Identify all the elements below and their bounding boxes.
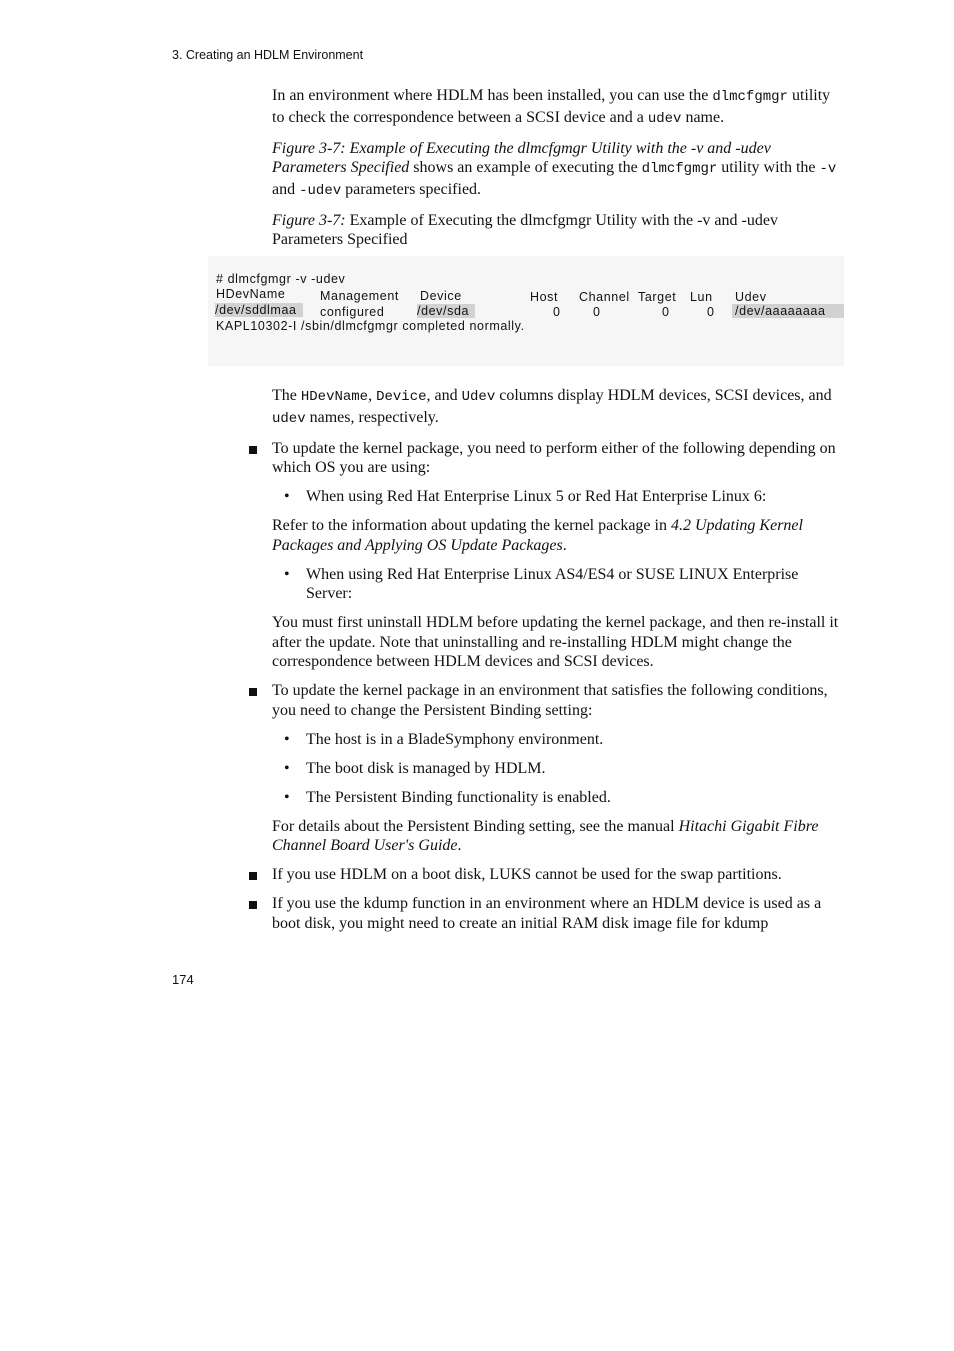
square-bullet-icon	[249, 688, 257, 696]
code-udev: udev	[272, 410, 306, 427]
text: parameters specified.	[341, 180, 482, 198]
bullet-text: The boot disk is managed by HDLM.	[306, 759, 546, 777]
sub-bullet-binding-enabled	[284, 788, 840, 808]
suse-detail: You must first uninstall HDLM before updating the kernel package, and then re-install it after the update. Note that uninstalling and re-installing HDLM might change the correspondence between HDLM devices and SCSI devices.	[272, 614, 839, 670]
cell-device: /dev/sda	[417, 304, 475, 318]
command-output-figure	[208, 256, 844, 366]
dot-bullet-icon: •	[284, 759, 290, 777]
cell-lun: 0	[707, 305, 715, 319]
caption-label: Figure 3-7:	[272, 211, 346, 229]
caption-text: Example of Executing the dlmcfgmgr Utility with the -v and -udev Parameters Specified	[272, 211, 778, 248]
dot-bullet-icon: •	[284, 488, 290, 505]
intro-section	[272, 86, 840, 259]
bullet-luks	[272, 865, 840, 885]
text: name.	[681, 108, 725, 126]
code-v: -v	[819, 161, 837, 177]
header-channel: Channel	[579, 290, 630, 304]
header-device: Device	[420, 289, 462, 303]
cell-udev: /dev/aaaaaaaa	[732, 304, 844, 318]
text: The	[272, 387, 301, 404]
cell-management: configured	[320, 305, 385, 319]
cell-channel: 0	[593, 305, 601, 319]
code-hdevname: HDevName	[300, 389, 369, 405]
dot-bullet-icon: •	[284, 788, 290, 806]
cell-host: 0	[553, 305, 561, 319]
text: shows an example of executing the	[409, 159, 642, 176]
bullet-text: When using Red Hat Enterprise Linux AS4/ES4 or SUSE LINUX Enterprise Server:	[306, 565, 799, 602]
figure-link[interactable]: Figure 3-7: Example of Executing the dlmcfgmgr Utility with the -v and -udev Parameters Specified	[272, 139, 771, 176]
bullet-kernel-update	[272, 439, 840, 478]
header-lun: Lun	[690, 290, 713, 304]
text: .	[562, 536, 567, 554]
code-udev: Udev	[461, 389, 496, 405]
cell-target: 0	[662, 305, 670, 319]
text: , and	[426, 387, 462, 404]
header-hdevname: HDevName	[216, 287, 286, 301]
binding-details-paragraph	[272, 817, 840, 856]
manual-title: Hitachi Gigabit Fibre Channel Board User's Guide	[272, 817, 819, 854]
text: and	[272, 180, 300, 198]
command-line: # dlmcfgmgr -v -udev	[216, 272, 346, 286]
header-udev: Udev	[735, 290, 767, 304]
text: ,	[368, 387, 377, 404]
text: utility to check the correspondence between a SCSI device and a	[272, 87, 831, 126]
code-udev: udev	[647, 110, 682, 127]
figure-reference-paragraph	[272, 139, 840, 202]
header-management: Management	[320, 289, 399, 303]
sub-bullet-rhel	[284, 487, 840, 507]
text: utility with the	[717, 159, 820, 176]
cell-hdevname: /dev/sddlmaa	[215, 303, 303, 317]
text: names, respectively.	[305, 408, 439, 426]
columns-paragraph	[272, 386, 840, 429]
bullet-kdump	[272, 894, 840, 933]
rhel-detail	[272, 516, 840, 555]
bullet-text: The host is in a BladeSymphony environment.	[306, 730, 604, 748]
bullet-text: To update the kernel package, you need to perform either of the following depending on which OS you are using:	[272, 439, 836, 476]
intro-paragraph	[272, 86, 840, 129]
text: columns display HDLM devices, SCSI devices, and	[495, 387, 832, 404]
text: Refer to the information about updating the kernel package in	[272, 517, 671, 534]
code-dlmcfgmgr: dlmcfgmgr	[641, 161, 718, 177]
bullet-text: When using Red Hat Enterprise Linux 5 or Red Hat Enterprise Linux 6:	[306, 488, 767, 505]
running-header: 3. Creating an HDLM Environment	[172, 48, 364, 62]
bullet-text: If you use the kdump function in an environment where an HDLM device is used as a boot disk, you might need to create an initial RAM disk image file for kdump	[272, 895, 822, 932]
square-bullet-icon	[249, 901, 257, 909]
sub-bullet-bladesymphony	[284, 730, 840, 750]
code-dlmcfgmgr: dlmcfgmgr	[712, 89, 788, 105]
sub-bullet-suse	[284, 565, 840, 604]
code-device: Device	[376, 389, 427, 405]
square-bullet-icon	[249, 446, 257, 454]
sub-bullet-boot-disk	[284, 759, 840, 779]
section-link[interactable]: 4.2 Updating Kernel Packages and Applying OS Update Packages	[272, 517, 803, 554]
text: In an environment where HDLM has been installed, you can use the	[272, 87, 713, 104]
text: For details about the Persistent Binding setting, see the manual	[272, 817, 679, 835]
bullet-persistent-binding	[272, 681, 840, 720]
bullet-text: If you use HDLM on a boot disk, LUKS cannot be used for the swap partitions.	[272, 866, 782, 883]
square-bullet-icon	[249, 872, 257, 880]
code-udev: -udev	[299, 182, 342, 199]
dot-bullet-icon: •	[284, 730, 290, 748]
bullet-text: To update the kernel package in an environment that satisfies the following conditions, you need to change the Persistent Binding setting:	[272, 682, 828, 719]
text: .	[457, 837, 462, 854]
header-target: Target	[638, 290, 677, 304]
dot-bullet-icon: •	[284, 565, 290, 583]
bullet-text: The Persistent Binding functionality is enabled.	[306, 788, 611, 806]
header-host: Host	[530, 290, 559, 304]
completion-message: KAPL10302-I /sbin/dlmcfgmgr completed normally.	[216, 319, 525, 333]
figure-caption	[272, 211, 840, 250]
page-number: 174	[172, 972, 194, 987]
body-section	[272, 386, 840, 943]
